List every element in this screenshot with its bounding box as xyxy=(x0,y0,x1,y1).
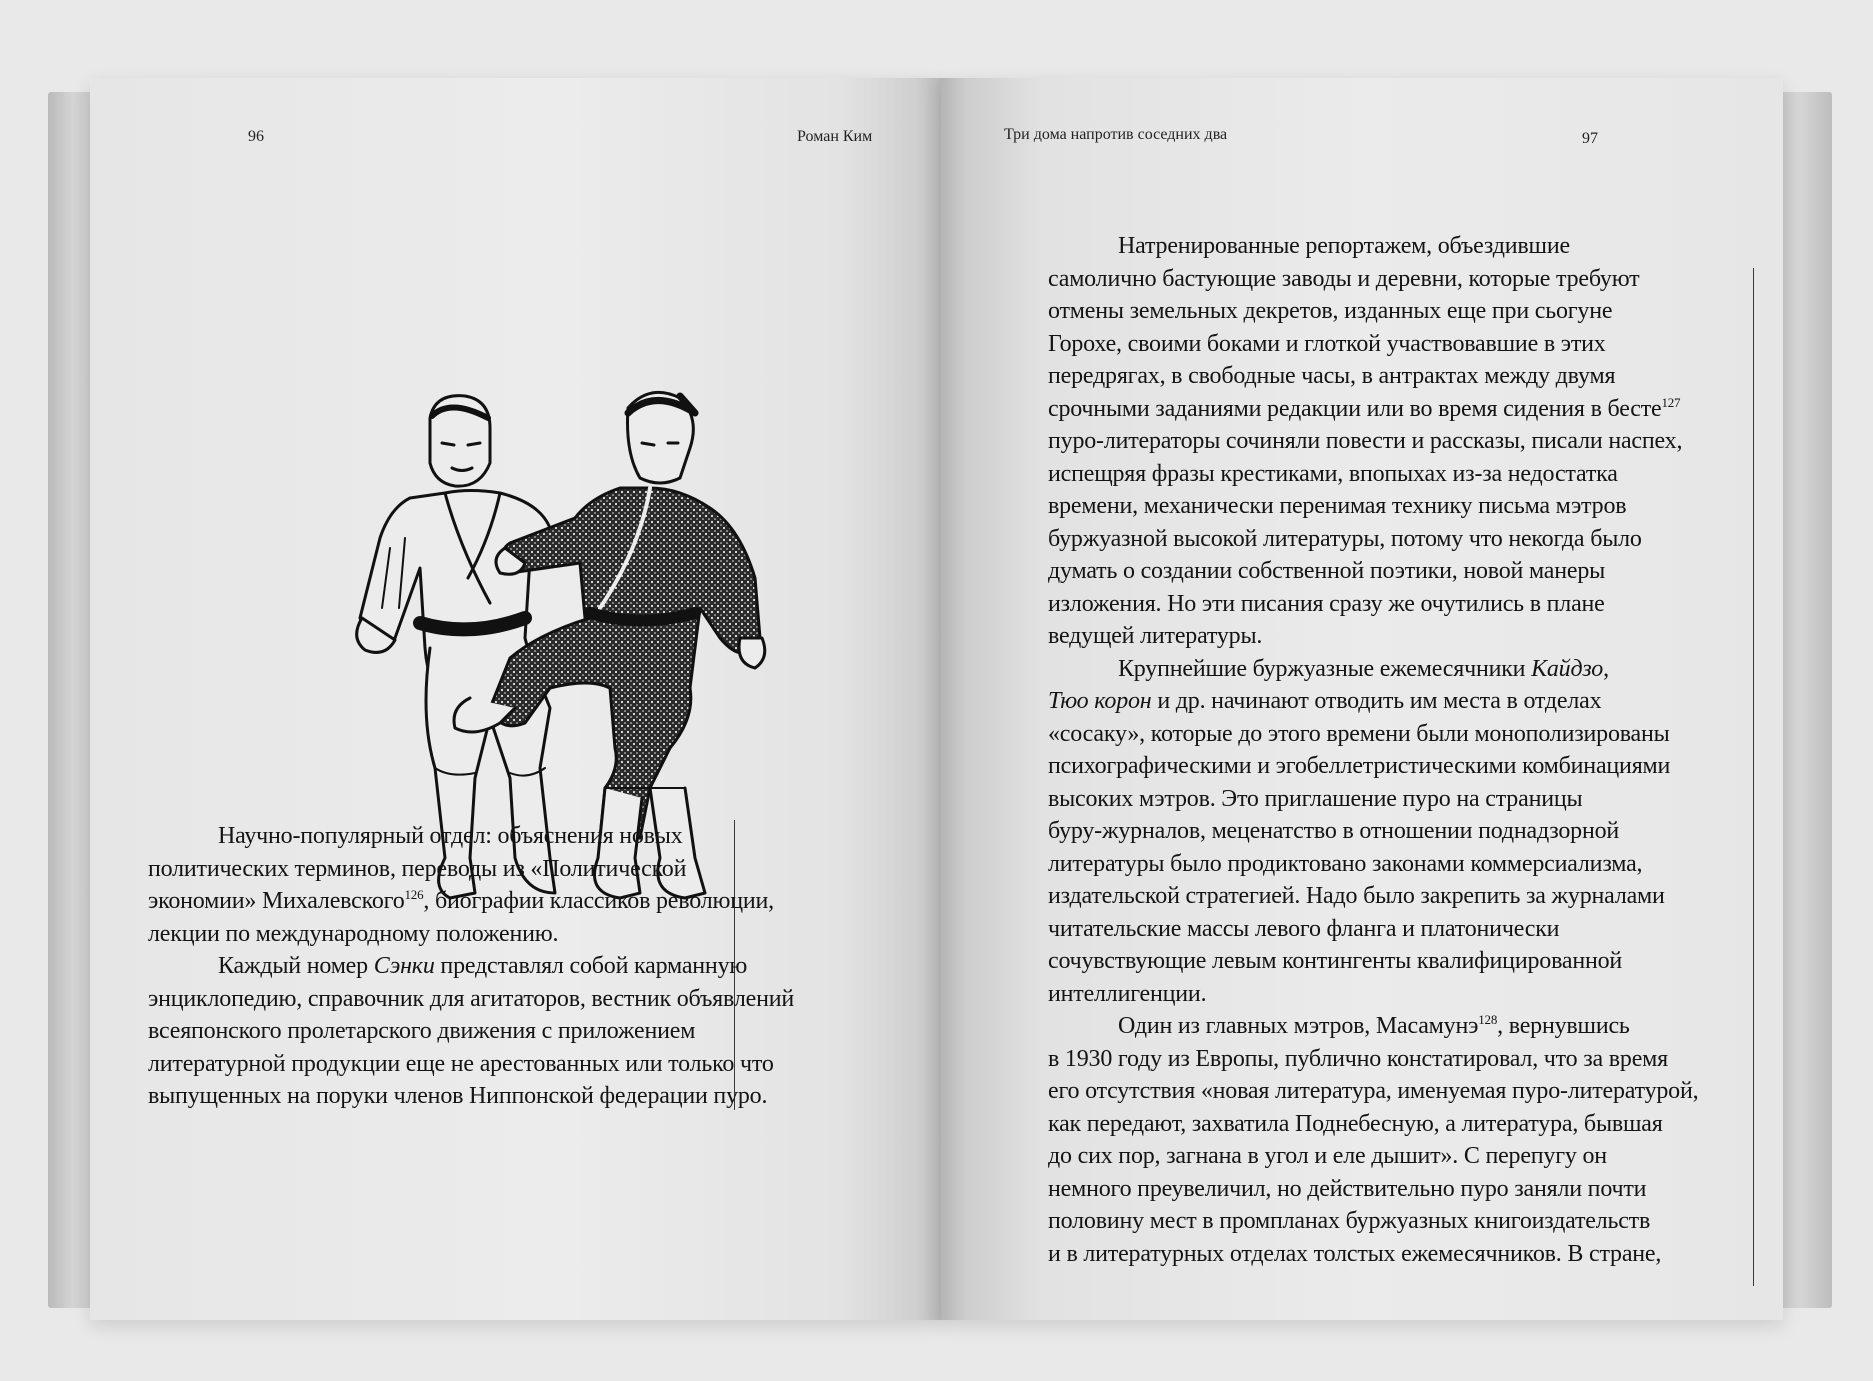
text-line xyxy=(1048,653,1698,686)
text-run: , вернувшись xyxy=(1497,1013,1630,1039)
italic-title: Тюо корон xyxy=(1048,688,1152,714)
text-line xyxy=(1048,1205,1698,1238)
text-run: сочувствующие левым контингенты квалифицированной xyxy=(1048,948,1623,974)
right-paragraph xyxy=(1048,653,1698,1011)
text-run: , биографии классиков революции, xyxy=(423,888,774,914)
text-run: как передают, захватила Поднебесную, а литература, бывшая xyxy=(1048,1110,1663,1137)
text-run: лекции по международному положению. xyxy=(148,920,559,947)
italic-title: Кайдзо xyxy=(1531,655,1604,682)
text-run: отмены земельных декретов, изданных еще при сьогуне xyxy=(1048,298,1613,324)
text-run: пуро-литераторы сочиняли повести и рассказы, писали наспех, xyxy=(1048,428,1683,454)
left-page-text xyxy=(148,820,794,1113)
text-run: высоких мэтров. Это приглашение пуро на страницы xyxy=(1048,785,1583,812)
text-run: Научно-популярный отдел: объяснения новых xyxy=(218,823,683,849)
text-line xyxy=(148,918,794,951)
text-line xyxy=(1048,425,1698,458)
right-page xyxy=(941,78,1783,1320)
text-run: читательские массы левого фланга и платонически xyxy=(1048,915,1560,942)
text-line xyxy=(1048,1010,1698,1043)
text-line xyxy=(1048,1075,1698,1108)
text-line xyxy=(148,1048,794,1081)
text-line xyxy=(1048,945,1698,978)
text-line xyxy=(1048,360,1698,393)
text-line xyxy=(1048,978,1698,1011)
text-run: передрягах, в свободные часы, в антрактах между двумя xyxy=(1048,363,1616,389)
text-line xyxy=(148,1080,794,1113)
text-line xyxy=(1048,555,1698,588)
text-run: половину мест в промпланах буржуазных книгоиздательств xyxy=(1048,1208,1651,1234)
text-run: Натренированные репортажем, объездившие xyxy=(1118,233,1570,259)
right-page-text xyxy=(1048,230,1698,1270)
text-run: энциклопедию, справочник для агитаторов, вестник объявлений xyxy=(148,985,794,1012)
running-head-left: Роман Ким xyxy=(797,128,873,145)
text-line xyxy=(148,983,794,1016)
left-paragraph xyxy=(148,950,794,1113)
text-line xyxy=(1048,880,1698,913)
text-line xyxy=(1048,458,1698,491)
text-line xyxy=(1048,848,1698,881)
footnote-ref: 127 xyxy=(1661,394,1681,410)
text-run: до сих пор, загнана в угол и еле дышит». С перепугу он xyxy=(1048,1143,1607,1169)
text-run: литературы было продиктовано законами коммерсиализма, xyxy=(1048,850,1643,877)
text-line xyxy=(1048,523,1698,556)
text-line xyxy=(1048,328,1698,361)
text-run: времени, механически перенимая технику письма мэтров xyxy=(1048,493,1627,519)
text-run: думать о создании собственной поэтики, новой манеры xyxy=(1048,558,1606,584)
text-run: немного преувеличил, но действительно пуро заняли почти xyxy=(1048,1175,1647,1202)
text-line xyxy=(1048,393,1698,426)
text-line xyxy=(1048,263,1698,296)
text-run: и в литературных отделах толстых ежемесячников. В стране, xyxy=(1048,1240,1662,1267)
text-run: издательской стратегией. Надо было закрепить за журналами xyxy=(1048,883,1665,909)
text-run: его отсутствия «новая литература, именуемая пуро-литературой, xyxy=(1048,1078,1699,1104)
text-run: , xyxy=(1603,655,1609,682)
text-run: и др. начинают отводить им места в отделах xyxy=(1151,688,1602,714)
text-run: политических терминов, переводы из «Политической xyxy=(148,855,687,882)
text-run: интеллигенции. xyxy=(1048,980,1207,1007)
text-line xyxy=(1048,1108,1698,1141)
text-run: «сосаку», которые до этого времени были монополизированы xyxy=(1048,720,1670,747)
text-run: буру-журналов, меценатство в отношении поднадзорной xyxy=(1048,818,1620,844)
text-line xyxy=(148,885,794,918)
text-line xyxy=(1048,750,1698,783)
text-line xyxy=(148,853,794,886)
footnote-ref: 128 xyxy=(1478,1012,1498,1027)
text-run: изложения. Но эти писания сразу же очутились в плане xyxy=(1048,590,1605,617)
text-line xyxy=(1048,230,1698,263)
text-run: в 1930 году из Европы, публично констатировал, что за время xyxy=(1048,1045,1668,1072)
text-line xyxy=(148,1015,794,1048)
text-run: срочными заданиями редакции или во время сидения в бесте xyxy=(1048,395,1662,422)
right-margin-rule xyxy=(1753,268,1754,1286)
right-paragraph xyxy=(1048,230,1698,653)
page-number-right: 97 xyxy=(1582,130,1598,147)
page-number-left: 96 xyxy=(248,128,264,145)
text-line xyxy=(148,820,794,853)
text-run: психографическими и эгобеллетристическими комбинациями xyxy=(1048,753,1671,779)
text-line xyxy=(1048,685,1698,718)
text-line xyxy=(148,950,794,983)
right-paragraph xyxy=(1048,1010,1698,1270)
text-run: испещряя фразы крестиками, впопыхах из-за недостатка xyxy=(1048,460,1618,487)
text-run: выпущенных на поруки членов Ниппонской федерации пуро. xyxy=(148,1083,768,1109)
text-run: Горохе, своими боками и глоткой участвовавшие в этих xyxy=(1048,330,1606,357)
text-run: самолично бастующие заводы и деревни, которые требуют xyxy=(1048,265,1640,292)
left-page xyxy=(90,78,942,1320)
text-run: представлял собой карманную xyxy=(434,953,748,979)
text-line xyxy=(1048,1043,1698,1076)
text-run: ведущей литературы. xyxy=(1048,623,1263,649)
text-line xyxy=(1048,718,1698,751)
text-run: экономии» Михалевского xyxy=(148,888,405,914)
footnote-ref: 126 xyxy=(404,887,424,902)
text-run: Каждый номер xyxy=(218,953,374,979)
text-run: буржуазной высокой литературы, потому что некогда было xyxy=(1048,525,1642,552)
text-run: всеяпонского пролетарского движения с приложением xyxy=(148,1018,696,1044)
text-line xyxy=(1048,783,1698,816)
running-head-right: Три дома напротив соседних два xyxy=(1004,126,1228,143)
text-line xyxy=(1048,1173,1698,1206)
text-line xyxy=(1048,913,1698,946)
text-line xyxy=(1048,490,1698,523)
italic-title: Сэнки xyxy=(373,953,435,979)
text-run: Один из главных мэтров, Масамунэ xyxy=(1118,1013,1479,1039)
left-paragraph xyxy=(148,820,794,950)
text-line xyxy=(1048,620,1698,653)
text-line xyxy=(1048,588,1698,621)
text-line xyxy=(1048,1238,1698,1271)
text-run: литературной продукции еще не арестованных или только что xyxy=(148,1050,774,1077)
text-run: Крупнейшие буржуазные ежемесячники xyxy=(1118,655,1532,682)
text-line xyxy=(1048,815,1698,848)
text-line xyxy=(1048,1140,1698,1173)
text-line xyxy=(1048,295,1698,328)
